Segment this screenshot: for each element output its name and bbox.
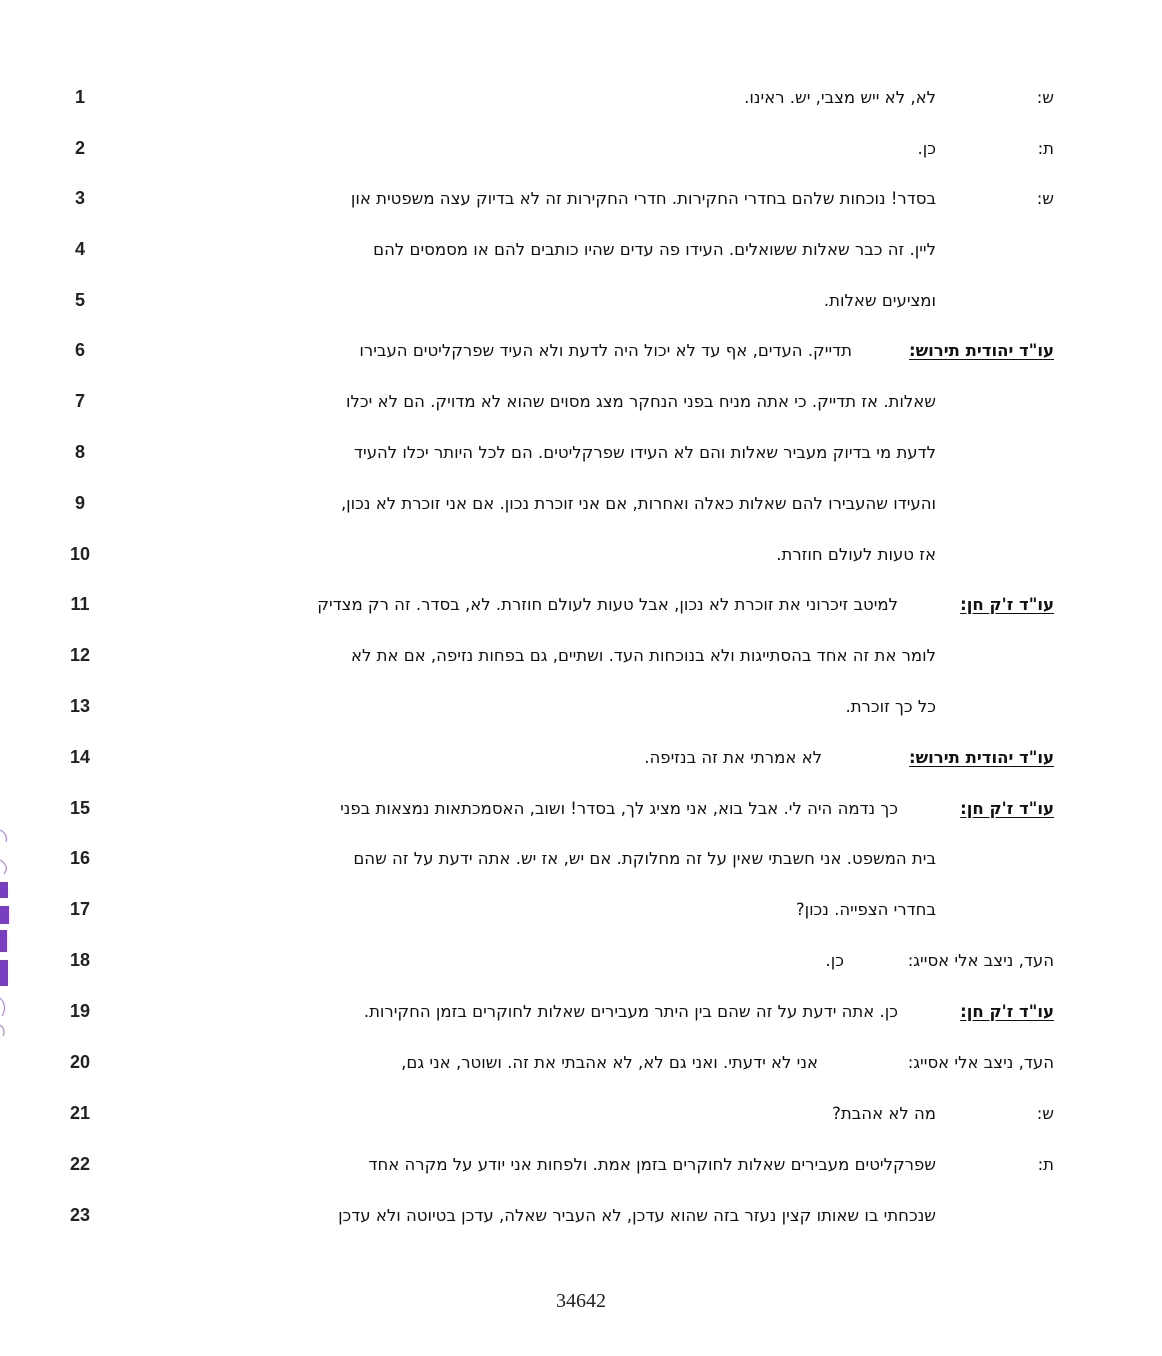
transcript-line (0, 994, 1162, 1034)
transcript-line (0, 587, 1162, 627)
line-text: לא אמרתי את זה בנזיפה. (644, 748, 822, 767)
line-number: 15 (69, 798, 91, 818)
line-number: 11 (70, 594, 90, 614)
line-number: 17 (69, 899, 91, 919)
transcript-line (0, 333, 1162, 373)
transcript-line (0, 1096, 1162, 1136)
speaker-label: ש: (1036, 189, 1054, 208)
line-number: 7 (74, 391, 85, 411)
transcript-line (0, 1147, 1162, 1187)
speaker-label: העד, ניצב אלי אסייג: (907, 1053, 1054, 1072)
speaker-label: עו"ד ז'ק חן: (960, 799, 1054, 818)
speaker-label: עו"ד ז'ק חן: (960, 1002, 1054, 1021)
speaker-label: ת: (1037, 139, 1054, 158)
line-text: בסדר! נוכחות שלהם בחדרי החקירות. חדרי החקירות זה לא בדיוק עצה משפטית און (350, 189, 936, 208)
transcript-line (0, 80, 1162, 120)
transcript-line (0, 232, 1162, 272)
transcript-line (0, 486, 1162, 526)
line-number: 12 (69, 645, 91, 665)
line-number: 20 (69, 1052, 91, 1072)
line-number: 18 (69, 950, 91, 970)
line-text: תדייק. העדים, אף עד לא יכול היה לדעת ולא העיד שפרקליטים העבירו (359, 341, 852, 360)
line-number: 5 (74, 290, 85, 310)
line-text: כל כך זוכרת. (845, 697, 936, 716)
line-number: 16 (69, 848, 91, 868)
line-number: 10 (69, 544, 91, 564)
line-text: כן. (825, 951, 844, 970)
line-text: לא, לא ייש מצבי, יש. ראינו. (744, 88, 936, 107)
transcript-line (0, 435, 1162, 475)
line-number: 22 (69, 1154, 91, 1174)
line-text: בחדרי הצפייה. נכון? (795, 900, 936, 919)
line-text: ומציעים שאלות. (823, 291, 936, 310)
transcript-line (0, 384, 1162, 424)
speaker-label: העד, ניצב אלי אסייג: (907, 951, 1054, 970)
page-number: 34642 (556, 1290, 606, 1312)
transcript-line (0, 638, 1162, 678)
line-text: לדעת מי בדיוק מעביר שאלות והם לא העידו שפרקליטים. הם לכל היותר יכלו להעיד (354, 443, 936, 462)
transcript-line (0, 943, 1162, 983)
line-number: 21 (69, 1103, 91, 1123)
line-text: למיטב זיכרוני את זוכרת לא נכון, אבל טעות לעולם חוזרת. לא, בסדר. זה רק מצדיק (317, 595, 898, 614)
line-text: שאלות. אז תדייק. כי אתה מניח בפני הנחקר מצג מסוים שהוא לא מדויק. הם לא יכלו (346, 392, 936, 411)
speaker-label: עו"ד יהודית תירוש: (909, 748, 1054, 767)
line-number: 13 (69, 696, 91, 716)
line-number: 14 (69, 747, 91, 767)
line-text: שנכחתי בו שאותו קצין נעזר בזה שהוא עדכן, לא העביר שאלה, עדכן בטיוטה ולא עדכן (338, 1206, 936, 1225)
transcript-line (0, 181, 1162, 221)
line-text: אני לא ידעתי. ואני גם לא, לא אהבתי את זה. ושוטר, אני גם, (401, 1053, 818, 1072)
transcript-line (0, 283, 1162, 323)
transcript-line (0, 841, 1162, 881)
line-text: אז טעות לעולם חוזרת. (776, 545, 936, 564)
line-number: 6 (74, 340, 85, 360)
line-text: והעידו שהעבירו להם שאלות כאלה ואחרות, אם אני זוכרת נכון. אם אני זוכרת לא נכון, (340, 494, 936, 513)
line-text: שפרקליטים מעבירים שאלות לחוקרים בזמן אמת. ולפחות אני יודע על מקרה אחד (368, 1155, 936, 1174)
transcript-line (0, 689, 1162, 729)
line-number: 3 (74, 188, 85, 208)
line-text: בית המשפט. אני חשבתי שאין על זה מחלוקת. אם יש, אז יש. אתה ידעת על זה שהם (353, 849, 936, 868)
line-number: 8 (74, 442, 85, 462)
line-text: לומר את זה אחד בהסתייגות ולא בנוכחות העד. ושתיים, גם בפחות נזיפה, אם את לא (350, 646, 936, 665)
transcript-line (0, 892, 1162, 932)
line-text: כך נדמה היה לי. אבל בוא, אני מציג לך, בסדר! ושוב, האסמכתאות נמצאות בפני (340, 799, 898, 818)
transcript-line (0, 1198, 1162, 1238)
speaker-label: ש: (1036, 88, 1054, 107)
transcript-line (0, 1045, 1162, 1085)
line-text: ליין. זה כבר שאלות ששואלים. העידו פה עדים שהיו כותבים להם או מסמסים להם (373, 240, 936, 259)
speaker-label: ת: (1037, 1155, 1054, 1174)
line-number: 9 (74, 493, 85, 513)
speaker-label: ש: (1036, 1104, 1054, 1123)
transcript-line (0, 537, 1162, 577)
line-text: מה לא אהבת? (832, 1104, 936, 1123)
court-stamp-icon (0, 820, 14, 1040)
transcript-line (0, 791, 1162, 831)
line-number: 2 (74, 138, 85, 158)
line-number: 4 (74, 239, 85, 259)
transcript-line (0, 131, 1162, 171)
line-text: כן. אתה ידעת על זה שהם בין היתר מעבירים שאלות לחוקרים בזמן החקירות. (363, 1002, 898, 1021)
transcript-line (0, 740, 1162, 780)
line-number: 23 (69, 1205, 91, 1225)
line-text: כן. (917, 139, 936, 158)
line-number: 19 (69, 1001, 91, 1021)
speaker-label: עו"ד יהודית תירוש: (909, 341, 1054, 360)
speaker-label: עו"ד ז'ק חן: (960, 595, 1054, 614)
line-number: 1 (74, 87, 85, 107)
